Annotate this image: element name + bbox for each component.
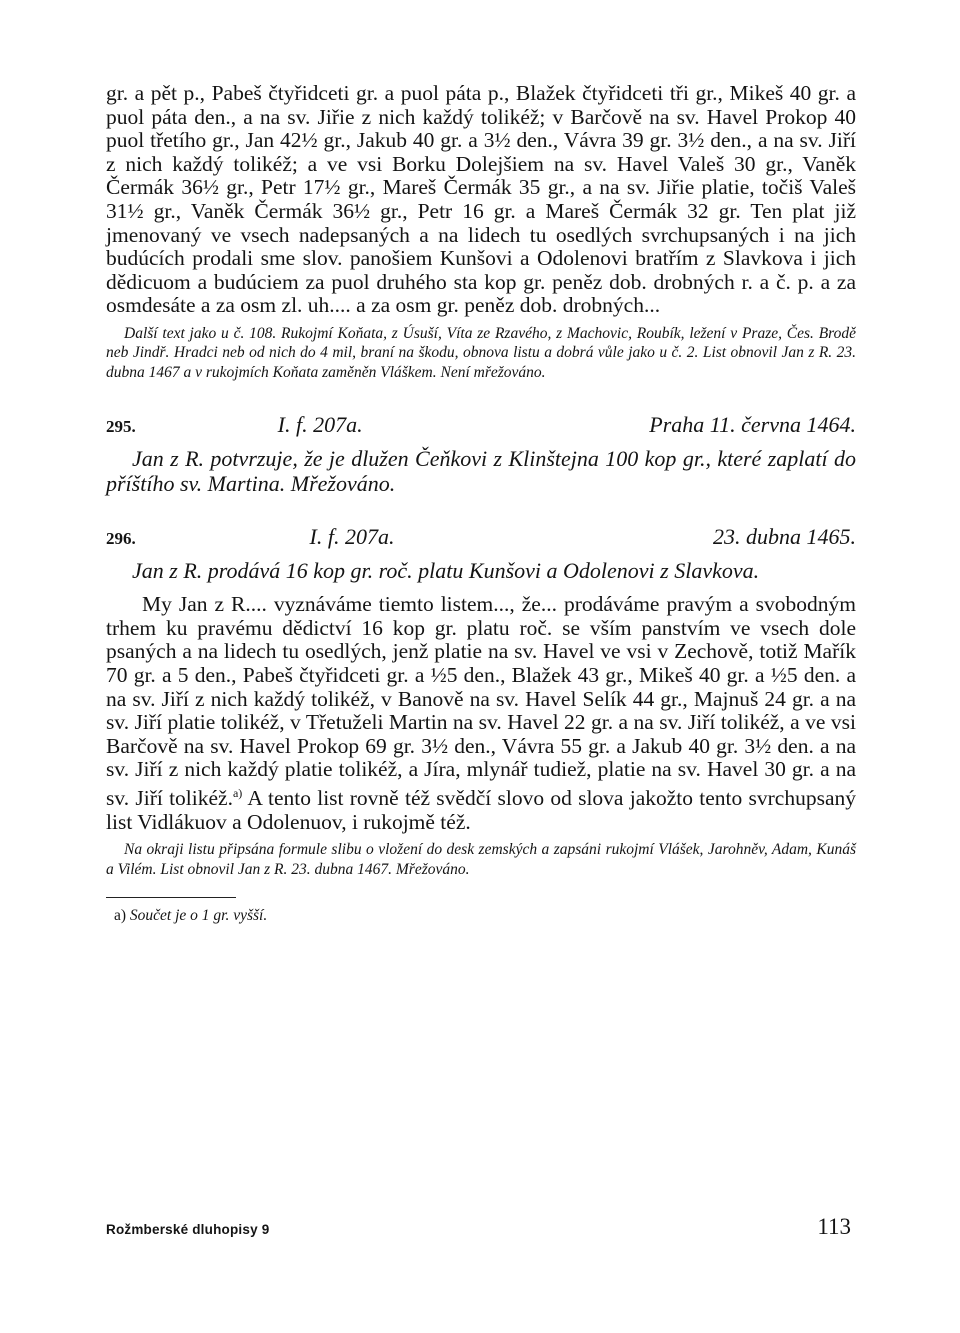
entry-text	[106, 593, 856, 834]
entry-regest: Jan z R. potvrzuje, že je dlužen Čeňkovi z Klinštejna 100 kop gr., které zaplatí do příštího sv. Martina. Mřežováno.	[106, 446, 856, 497]
entry-text-body: My Jan z R.... vyznáváme tiemto listem..., že... prodáváme pravým a svobodným trhem ku pravému dědictví 16 kop gr. platu roč. se vším panstvím ve vsech dole psaných a na lidech tu osedlých, jenž platie na sv. Havel ve vsi v Zechově, totiž Mařík 70 gr. a 5 den., Pabeš čtyřidceti gr. a ½5 den., Blažek 43 gr., Mikeš 40 gr. a ½5 den. a na sv. Jiří z nich každý tolikéž, v Banově na sv. Havel Selík 44 gr., Majnuš 24 gr. a na sv. Jiří platie tolikéž, v Třetuželi Martin na sv. Havel 22 gr. a na sv. Jiří tolikéž, a ve vsi Barčově na sv. Havel Prokop 69 gr. 3½ den., Vávra 55 gr. a Jakub 40 gr. 3½ den. a na sv. Jiří z nich každý platie tolikéž, a Jíra, mlynář tudiež, platie na sv. Havel 30 gr. a na sv. Jiří tolikéž.	[106, 592, 856, 811]
entry-regest: Jan z R. prodává 16 kop gr. roč. platu Kunšovi a Odolenovi z Slavkova.	[132, 558, 760, 584]
document-page	[106, 82, 856, 925]
entry-number: 296.	[106, 529, 136, 549]
footnote	[106, 906, 856, 925]
page-number: 113	[817, 1214, 851, 1239]
editorial-note: Další text jako u č. 108. Rukojmí Koňata, z Úsuší, Víta ze Rzavého, z Machovic, Roubík, ležení v Praze, Čes. Brodě neb Jindř. Hradci neb od nich do 4 mil, braní na škodu, obnova listu a dobrá vůle jako u č. 2. List obnovil Jan z R. 23. dubna 1467 a v rukojmích Koňata zaměněn Vláškem. Není mřežováno.	[106, 324, 856, 381]
entry-folio: I. f. 207a.	[277, 412, 363, 438]
footnote-text: Součet je o 1 gr. vyšší.	[129, 907, 268, 925]
entry-text-tail: A tento list rovně též svědčí slovo od slova jakožto tento svrchupsaný list Vidlákuov a Odolenuov, i rukojmě též.	[106, 786, 856, 834]
signature-mark: Rožmberské dluhopisy 9	[106, 1222, 270, 1237]
continued-text: gr. a pět p., Pabeš čtyřidceti gr. a puol páta p., Blažek čtyřidceti tři gr., Mikeš 40 gr. a puol páta den., a na sv. Jiřie z nich každý tolikéž; v Barčově na sv. Havel Prokop 40 puol třetího gr., Jan 42½ gr., Jakub 40 gr. a 3½ den., Vávra 39 gr. 3½ den., a na sv. Jiří z nich každý tolikéž; a ve vsi Borku Dolejšiem na sv. Havel Valeš 30 gr., Vaněk Čermák 36½ gr., Petr 17½ gr., Mareš Čermák 35 gr., a na sv. Jiřie platie, točiš Valeš 31½ gr., Vaněk Čermák 36½ gr., Petr 16 gr. a Mareš Čermák 32 gr. Ten plat již jmenovaný ve vsech nadepsaných a na lidech tu osedlých svrchupsaných i na jich budúcích prodali sme slov. panošiem Kunšovi a Odolenovi bratřím z Slavkova i jich dědicuom a budúciem za puol druhého sta kop gr. peněz dob. drobných r. a č. p. a za osmdesáte a za osm zl. uh.... a za osm gr. peněz dob. drobných...	[106, 81, 856, 318]
entry-number: 295.	[106, 417, 136, 437]
footnote-rule	[106, 897, 236, 898]
entry-header	[106, 524, 856, 550]
entry-date: Praha 11. června 1464.	[649, 412, 856, 438]
footnote-marker: a)	[232, 785, 243, 800]
editorial-note: Na okraji listu připsána formule slibu o vložení do desk zemských a zapsáni rukojmí Vlášek, Jarohněv, Adam, Kunáš a Vilém. List obnovil Jan z R. 23. dubna 1467. Mřežováno.	[106, 841, 856, 878]
entry-header	[106, 412, 856, 438]
entry-folio: I. f. 207a.	[309, 524, 395, 550]
page-footer	[106, 1214, 851, 1240]
entry-date: 23. dubna 1465.	[713, 524, 856, 550]
footnote-marker: a)	[114, 907, 127, 925]
